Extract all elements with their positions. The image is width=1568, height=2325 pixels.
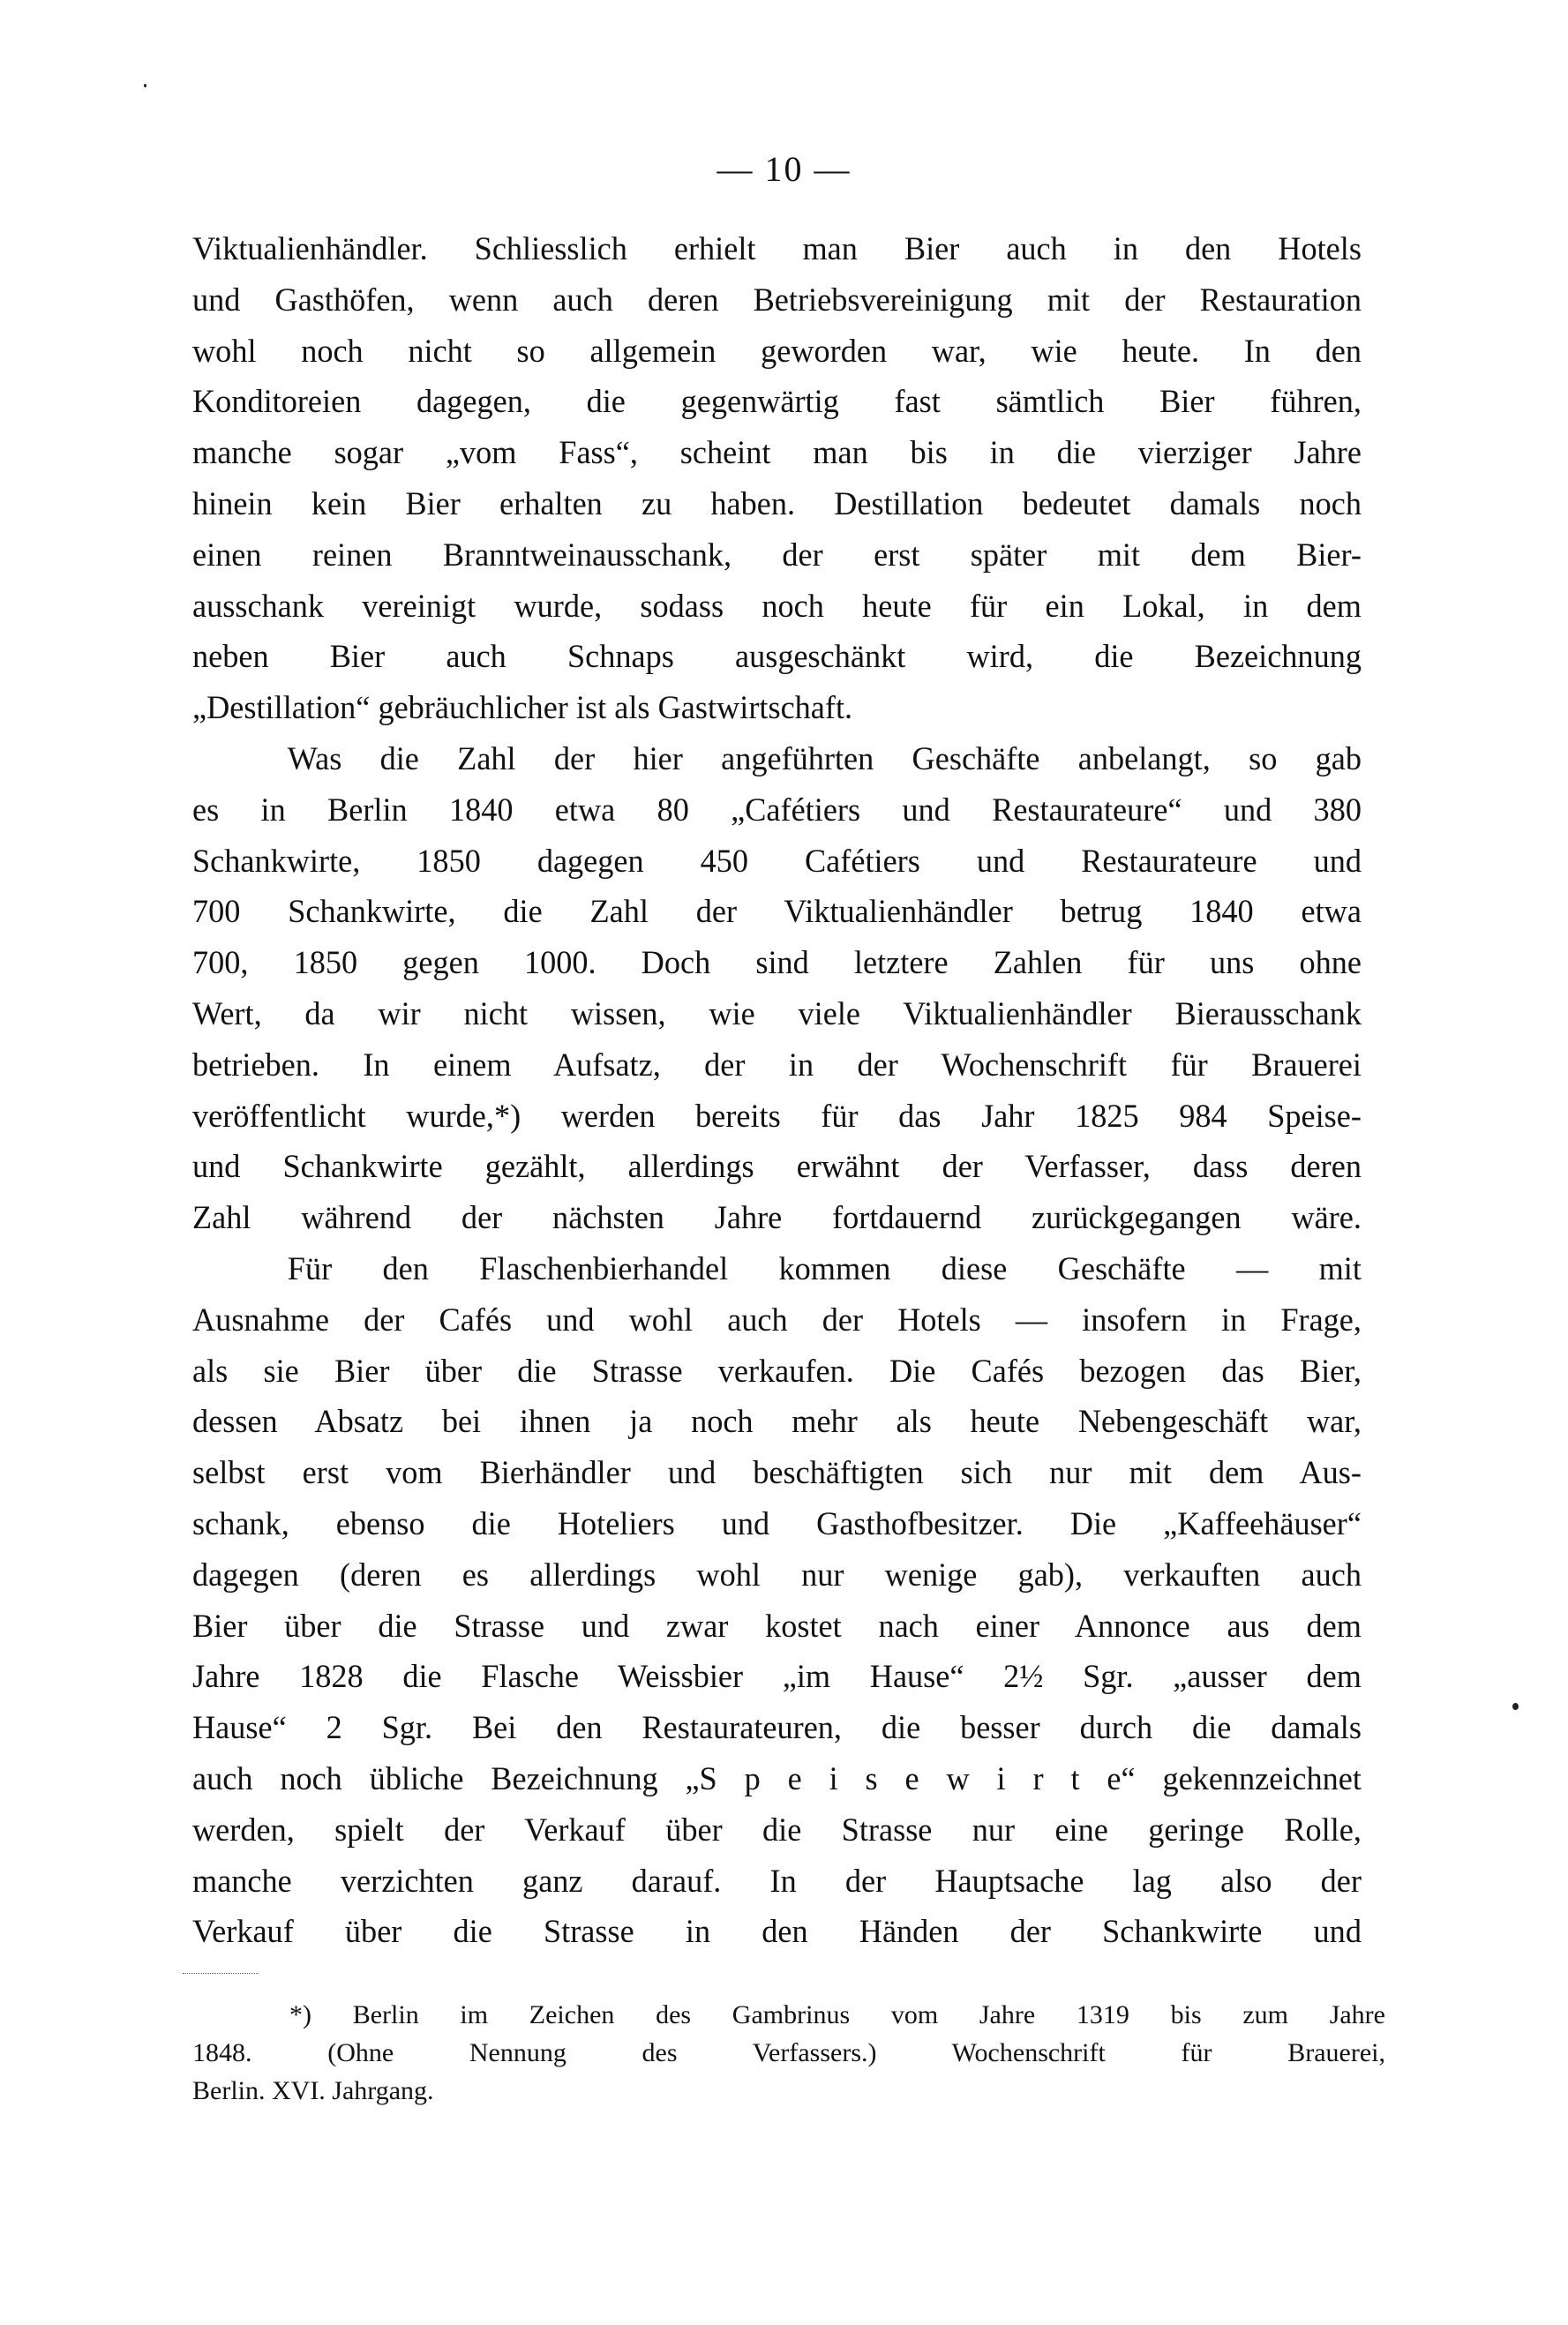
text-line: 700, 1850 gegen 1000. Doch sind letztere Zahlen für uns ohne <box>192 945 1362 982</box>
text-line: einen reinen Branntweinausschank, der erst später mit dem Bier- <box>192 536 1362 574</box>
text-line: Wert, da wir nicht wissen, wie viele Viktualienhändler Bierausschank <box>192 995 1362 1032</box>
text-line: Ausnahme der Cafés und wohl auch der Hotels — insofern in Frage, <box>192 1301 1362 1339</box>
text-line: Viktualienhändler. Schliesslich erhielt man Bier auch in den Hotels <box>192 231 1362 267</box>
text-line: dagegen (deren es allerdings wohl nur wenige gab), verkauften auch <box>192 1556 1362 1594</box>
page-number: — 10 — <box>716 149 852 189</box>
text-line: manche sogar „vom Fass“, scheint man bis in die vierziger Jahre <box>192 435 1362 472</box>
text-line: schank, ebenso die Hoteliers und Gasthofbesitzer. Die „Kaffeehäuser“ <box>192 1505 1362 1542</box>
footnote <box>192 1996 1385 2110</box>
footnote-line: Berlin. XVI. Jahrgang. <box>192 2076 434 2105</box>
paragraph-end-line: Zahl während der nächsten Jahre fortdauernd zurückgegangen wäre. <box>192 1200 1362 1237</box>
footnote-divider <box>183 1973 259 1974</box>
text-line: Verkauf über die Strasse in den Händen der Schankwirte und <box>192 1914 1362 1951</box>
text-line: veröffentlicht wurde,*) werden bereits für das Jahr 1825 984 Speise- <box>192 1098 1362 1135</box>
text-line: wohl noch nicht so allgemein geworden war, wie heute. In den <box>192 333 1362 370</box>
paragraph-start-line: Was die Zahl der hier angeführten Geschäfte anbelangt, so gab <box>287 740 1362 777</box>
footnote-line: 1848. (Ohne Nennung des Verfassers.) Wochenschrift für Brauerei, <box>192 2038 1385 2067</box>
text-line: es in Berlin 1840 etwa 80 „Cafétiers und Restaurateure“ und 380 <box>192 791 1362 829</box>
paragraph-end-line: „Destillation“ gebräuchlicher ist als Gastwirtschaft. <box>192 690 853 727</box>
text-line: betrieben. In einem Aufsatz, der in der Wochenschrift für Brauerei <box>192 1046 1362 1084</box>
text-line: hinein kein Bier erhalten zu haben. Destillation bedeutet damals noch <box>192 485 1362 522</box>
scan-speck <box>144 84 146 87</box>
text-line: Hause“ 2 Sgr. Bei den Restaurateuren, die besser durch die damals <box>192 1710 1362 1747</box>
text-line: auch noch übliche Bezeichnung „S p e i s e w i r t e“ gekennzeichnet <box>192 1760 1362 1797</box>
text-line: Jahre 1828 die Flasche Weissbier „im Hause“ 2½ Sgr. „ausser dem <box>192 1659 1362 1696</box>
text-line: Konditoreien dagegen, die gegenwärtig fast sämtlich Bier führen, <box>192 384 1362 421</box>
text-line: Schankwirte, 1850 dagegen 450 Cafétiers und Restaurateure und <box>192 843 1362 880</box>
text-line: neben Bier auch Schnaps ausgeschänkt wird, die Bezeichnung <box>192 639 1362 676</box>
text-line: als sie Bier über die Strasse verkaufen. Die Cafés bezogen das Bier, <box>192 1353 1362 1390</box>
body-text <box>192 224 1385 1958</box>
text-line: und Schankwirte gezählt, allerdings erwähnt der Verfasser, dass deren <box>192 1149 1362 1186</box>
text-line: 700 Schankwirte, die Zahl der Viktualienhändler betrug 1840 etwa <box>192 894 1362 931</box>
text-line: und Gasthöfen, wenn auch deren Betriebsvereinigung mit der Restauration <box>192 281 1362 319</box>
paragraph-start-line: Für den Flaschenbierhandel kommen diese Geschäfte — mit <box>287 1250 1362 1287</box>
text-line: werden, spielt der Verkauf über die Strasse nur eine geringe Rolle, <box>192 1811 1362 1849</box>
text-line: selbst erst vom Bierhändler und beschäftigten sich nur mit dem Aus- <box>192 1455 1362 1492</box>
text-line: ausschank vereinigt wurde, sodass noch heute für ein Lokal, in dem <box>192 588 1362 625</box>
text-line: manche verzichten ganz darauf. In der Hauptsache lag also der <box>192 1863 1362 1900</box>
text-line: dessen Absatz bei ihnen ja noch mehr als heute Nebengeschäft war, <box>192 1404 1362 1441</box>
text-line: Bier über die Strasse und zwar kostet nach einer Annonce aus dem <box>192 1608 1362 1645</box>
footnote-line: *) Berlin im Zeichen des Gambrinus vom Jahre 1319 bis zum Jahre <box>289 2000 1385 2029</box>
scan-speck <box>1512 1703 1519 1710</box>
